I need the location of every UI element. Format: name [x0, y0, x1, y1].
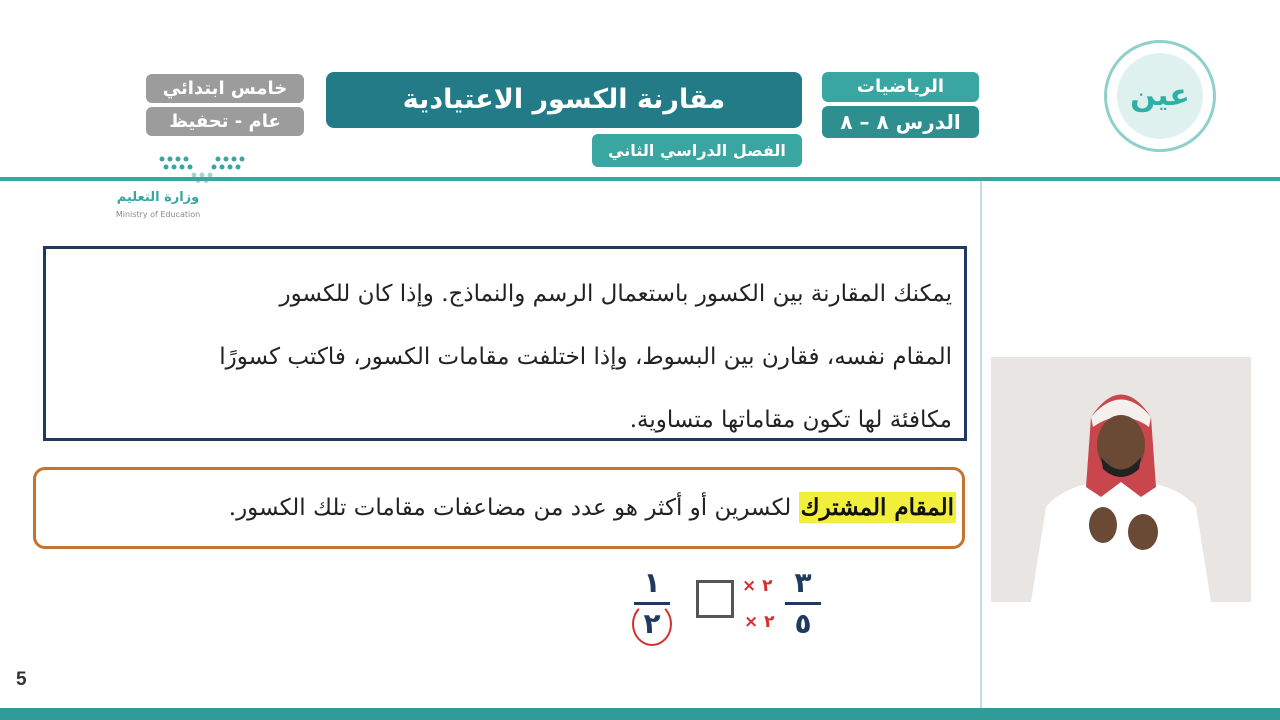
- fraction-numerator: ٣: [794, 566, 812, 599]
- explanation-line: مكافئة لها تكون مقاماتها متساوية.: [629, 407, 952, 433]
- track-label: عام - تحفيظ: [146, 107, 304, 136]
- interpreter-figure-icon: [991, 357, 1251, 602]
- fraction-denominator: ٢: [643, 607, 661, 640]
- page-number: 5: [16, 669, 27, 690]
- explanation-line: يمكنك المقارنة بين الكسور باستعمال الرسم والنماذج. وإذا كان للكسور: [279, 281, 952, 307]
- explanation-line: المقام نفسه، فقارن بين البسوط، وإذا اختلفت مقامات الكسور، فاكتب كسورًا: [219, 344, 952, 370]
- content-divider: [980, 181, 982, 711]
- lesson-title: مقارنة الكسور الاعتيادية: [326, 72, 802, 128]
- ministry-logo: [106, 152, 276, 224]
- definition-text: لكسرين أو أكثر هو عدد من مضاعفات مقامات تلك الكسور.: [228, 495, 799, 521]
- fraction-comparison: [620, 560, 850, 660]
- ministry-name-ar: وزارة التعليم: [116, 190, 200, 205]
- header-divider: [0, 177, 1280, 181]
- fraction-bar: [785, 602, 821, 605]
- multiply-annotation: × ٢: [744, 612, 775, 632]
- multiply-annotation: × ٢: [742, 576, 773, 596]
- ministry-name-en: Ministry of Education: [115, 210, 201, 219]
- fraction-denominator: ٥: [794, 607, 812, 640]
- lesson-number: الدرس ٨ – ٨: [822, 106, 979, 138]
- fraction-right: [785, 566, 821, 641]
- grade-label: خامس ابتدائي: [146, 74, 304, 103]
- definition-term: المقام المشترك: [800, 494, 954, 521]
- footer-bar: [0, 708, 1280, 720]
- ain-logo: [1104, 40, 1216, 152]
- ain-logo-text: عين: [1117, 53, 1203, 139]
- comparison-box: [696, 580, 734, 618]
- definition-box: [33, 467, 965, 549]
- circle-annotation: [632, 602, 672, 646]
- fraction-numerator: ١: [643, 566, 661, 599]
- semester-label: الفصل الدراسي الثاني: [592, 134, 802, 167]
- sign-language-video: [991, 357, 1251, 602]
- subject-label: الرياضيات: [822, 72, 979, 102]
- explanation-box: [43, 246, 967, 441]
